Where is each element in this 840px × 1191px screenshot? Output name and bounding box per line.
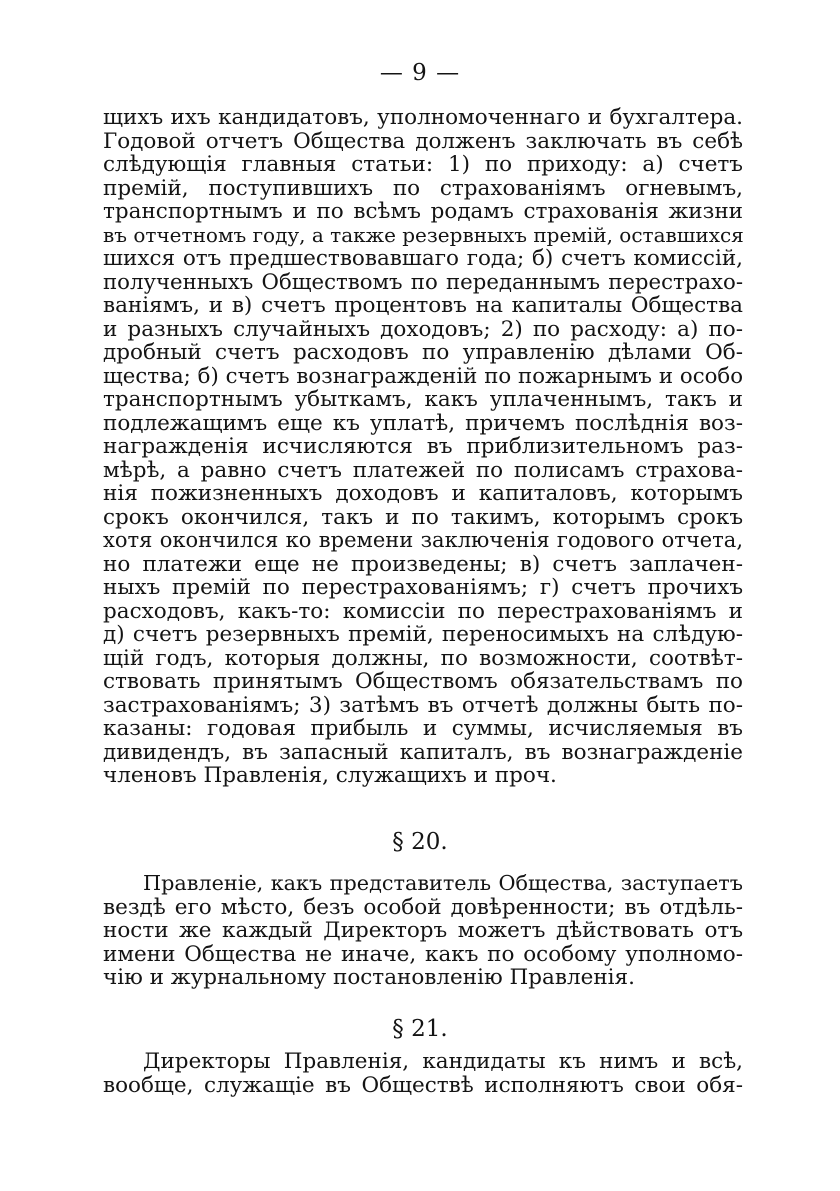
page-number: — 9 —: [379, 60, 461, 86]
text-line: полученныхъ Обществомъ по переданнымъ перестрахо-: [103, 269, 743, 295]
text-line: Правленіе, какъ представитель Общества, заступаетъ: [143, 871, 743, 895]
text-line: дробный счетъ расходовъ по управленію дѣлами Об-: [103, 340, 743, 365]
text-line: срокъ окончился, такъ и по такимъ, которымъ срокъ: [103, 504, 743, 530]
text-line: казаны: годовая прибыль и суммы, исчисляемыя въ: [103, 716, 743, 741]
paragraph-annual-report: [103, 106, 743, 788]
text-line: транспортнымъ убыткамъ, какъ уплаченнымъ, такъ и: [103, 387, 743, 412]
paragraph-section-21: [103, 1050, 743, 1097]
text-line: подлежащимъ еще къ уплатѣ, причемъ послѣднія воз-: [103, 410, 743, 436]
text-line: шихся отъ предшествовавшаго года; б) счетъ комиссій,: [103, 246, 743, 271]
text-line: застрахованіямъ; 3) затѣмъ въ отчетѣ должны быть по-: [103, 692, 743, 718]
text-line: Годовой отчетъ Общества долженъ заключать въ себѣ: [103, 128, 743, 154]
text-line: щій годъ, которыя должны, по возможности, соотвѣт-: [103, 645, 743, 671]
text-line: ваніямъ, и в) счетъ процентовъ на капиталы Общества: [103, 293, 743, 318]
section-heading-20: § 20.: [392, 829, 448, 855]
text-line: членовъ Правленія, служащихъ и проч.: [103, 763, 557, 788]
text-line: и разныхъ случайныхъ доходовъ; 2) по расходу: а) по-: [103, 316, 743, 342]
text-line: въ отчетномъ году, а также резервныхъ премій, оставшихся: [103, 222, 744, 247]
text-line: Директоры Правленія, кандидаты къ нимъ и всѣ,: [143, 1049, 743, 1074]
text-line: д) счетъ резервныхъ премій, переносимыхъ на слѣдую-: [103, 622, 743, 647]
text-line: дивидендъ, въ запасный капиталъ, въ вознагражденіе: [103, 739, 743, 765]
text-line: ности же каждый Директоръ можетъ дѣйствовать отъ: [103, 918, 743, 943]
text-line: слѣдующія главныя статьи: 1) по приходу: а) счетъ: [103, 152, 743, 177]
text-line: премій, поступившихъ по страхованіямъ огневымъ,: [103, 175, 743, 201]
text-line: хотя окончился ко времени заключенія годового отчета,: [103, 528, 743, 552]
section-heading-21: § 21.: [392, 1016, 448, 1042]
text-line: транспортнымъ и по всѣмъ родамъ страхованія жизни: [103, 199, 743, 224]
text-line: щества; б) счетъ вознагражденій по пожарнымъ и особо: [103, 363, 743, 389]
text-line: но платежи еще не произведены; в) счетъ заплачен-: [103, 551, 743, 577]
text-line: чію и журнальному постановленію Правленія.: [103, 965, 635, 990]
text-line: вообще, служащіе въ Обществѣ исполняютъ свои обя-: [103, 1072, 743, 1098]
text-line: нія пожизненныхъ доходовъ и капиталовъ, которымъ: [103, 481, 743, 506]
text-line: награжденія исчисляются въ приблизительномъ раз-: [103, 434, 743, 459]
text-line: ствовать принятымъ Обществомъ обязательствамъ по: [103, 669, 743, 694]
paragraph-section-20: [103, 872, 743, 990]
text-line: ныхъ премій по перестрахованіямъ; г) счетъ прочихъ: [103, 575, 743, 600]
text-line: вездѣ его мѣсто, безъ особой довѣренности; въ отдѣль-: [103, 894, 743, 920]
text-line: мѣрѣ, а равно счетъ платежей по полисамъ страхова-: [103, 457, 743, 483]
text-line: имени Общества не иначе, какъ по особому уполномо-: [103, 941, 743, 967]
text-line: расходовъ, какъ-то: комиссіи по перестрахованіямъ и: [103, 598, 743, 624]
text-line: щихъ ихъ кандидатовъ, уполномоченнаго и бухгалтера.: [103, 105, 743, 130]
